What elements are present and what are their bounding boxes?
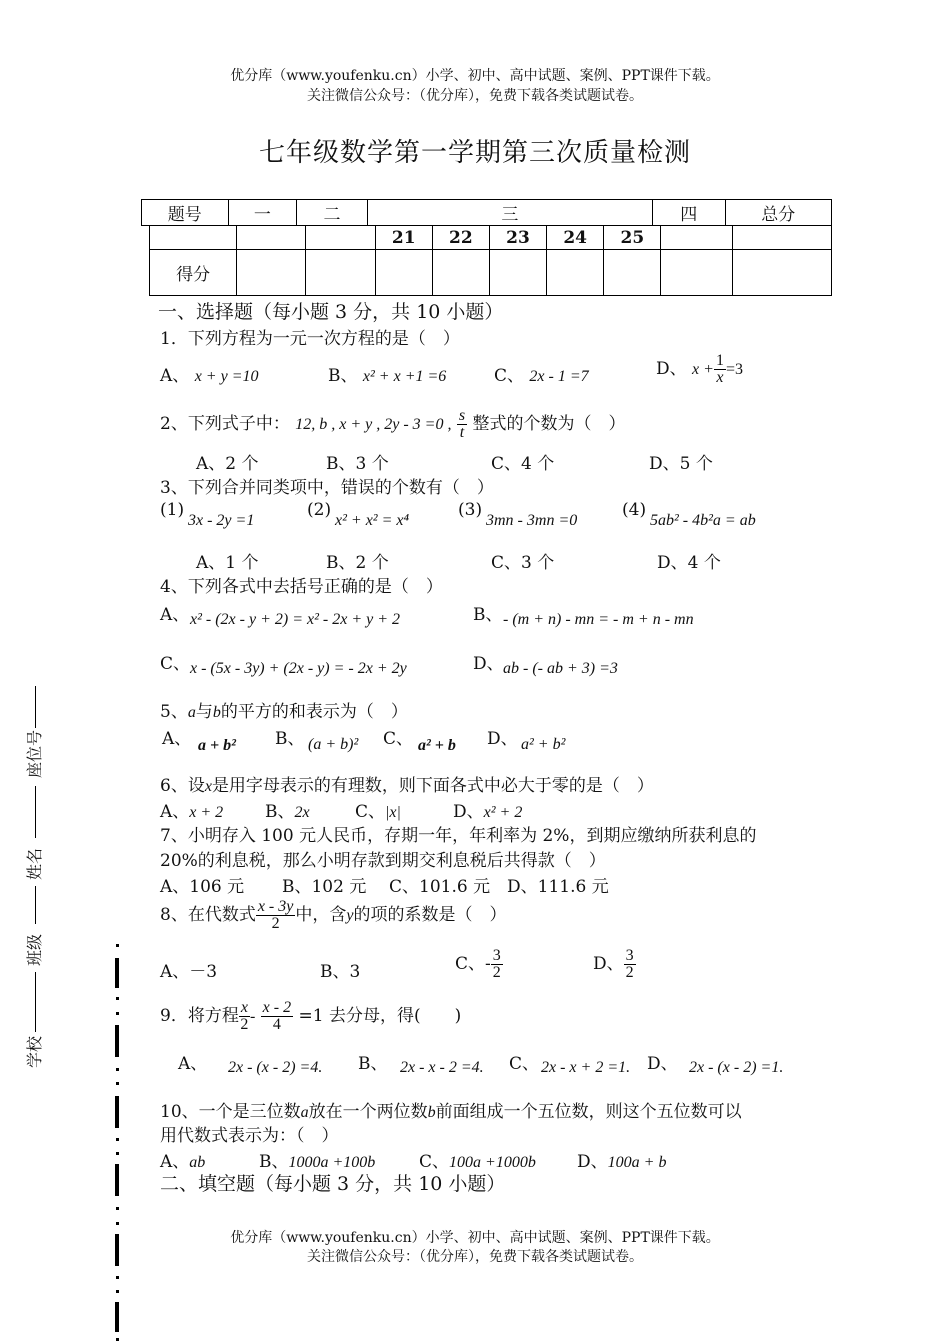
q3-4: (4) (622, 500, 647, 520)
score-input[interactable] (375, 250, 432, 296)
cell-22: 22 (432, 226, 489, 250)
q4-C-label: C、 (160, 654, 191, 674)
score-table-header (141, 199, 832, 226)
q4-B-expr: - (m + n) - mn = - m + n - mn (503, 611, 694, 628)
cell-h4: 四 (652, 200, 725, 226)
q7-A: A、106 元 (160, 877, 245, 897)
q4-A-label: A、 (160, 605, 190, 625)
q5-stem: 5、a与b的平方的和表示为（ ） (160, 702, 408, 722)
score-input[interactable] (661, 250, 732, 296)
name-line[interactable] (35, 786, 36, 838)
header-line-1: 优分库（www.youfenku.cn）小学、初中、高中试题、案例、PPT课件下载。 (230, 68, 720, 84)
cell-blank (732, 226, 831, 250)
q7-D: D、111.6 元 (507, 877, 609, 897)
cell-21: 21 (375, 226, 432, 250)
q2-C: C、4 个 (491, 454, 555, 474)
q1-stem: 1．下列方程为一元一次方程的是（ ） (160, 329, 460, 349)
q9-A-expr: 2x - (x - 2) =4. (228, 1059, 323, 1076)
side-name-label: 姓名 (25, 847, 44, 880)
q9-C-label: C、 (509, 1054, 540, 1074)
q3-A: A、1 个 (196, 553, 259, 573)
q4-D-expr: ab - (- ab + 3) =3 (503, 660, 618, 677)
q1-C: C、 2x - 1 =7 (494, 366, 589, 386)
cell-blank (150, 226, 237, 250)
q8-D: D、 $\frac{3}{2}$ (593, 947, 634, 981)
footer-line-2: 关注微信公众号：（优分库），免费下载各类试题试卷。 (307, 1249, 643, 1265)
q1-D: D、 x + $\frac{1}{x}$ =3 (656, 352, 743, 386)
q2-stem: 2、下列式子中： 12, b , x + y , 2y - 3 =0 , $\frac{s}{t}$ 整式的个数为（ ） (160, 407, 626, 441)
score-input[interactable] (432, 250, 489, 296)
q3-1-expr: 3x - 2y =1 (188, 512, 255, 529)
q10-C: C、100a +1000b (419, 1152, 536, 1172)
q5-B-label: B、 (275, 729, 305, 749)
q9-D-expr: 2x - (x - 2) =1. (689, 1059, 784, 1076)
q7-B: B、102 元 (282, 877, 367, 897)
q6-C: C、|x| (355, 802, 401, 822)
q3-C: C、3 个 (491, 553, 555, 573)
q4-A-expr: x² - (2x - y + 2) = x² - 2x + y + 2 (190, 611, 401, 628)
cell-score-label: 得分 (150, 250, 237, 296)
cell-blank (661, 226, 732, 250)
q4-D-label: D、 (473, 654, 504, 674)
q6-B: B、2x (265, 802, 310, 822)
q8-stem: 8、在代数式 $\frac{x - 3y}{2}$ 中，含y的项的系数是（ ） (160, 898, 507, 932)
cell-23: 23 (489, 226, 546, 250)
q4-B-label: B、 (473, 605, 503, 625)
q9-B-expr: 2x - x - 2 =4. (400, 1059, 484, 1076)
score-input[interactable] (732, 250, 831, 296)
cell-h2: 二 (297, 200, 368, 226)
q8-C: C、- $\frac{3}{2}$ (455, 947, 501, 981)
q8-B: B、3 (320, 962, 361, 982)
cell-tihao: 题号 (142, 200, 229, 226)
class-line[interactable] (35, 886, 36, 924)
page-title: 七年级数学第一学期第三次质量检测 (258, 138, 691, 168)
q5-B-expr: (a + b)² (308, 736, 359, 753)
cell-24: 24 (547, 226, 604, 250)
q10-line2: 用代数式表示为：（ ） (160, 1126, 339, 1146)
q1-A: A、 x + y =10 (160, 366, 259, 386)
q3-4-expr: 5ab² - 4b²a = ab (650, 512, 756, 529)
cell-h3: 三 (367, 200, 652, 226)
q2-A: A、2 个 (196, 454, 259, 474)
q4-C-expr: x - (5x - 3y) + (2x - y) = - 2x + 2y (190, 660, 407, 677)
q3-D: D、4 个 (657, 553, 721, 573)
q9-D-label: D、 (647, 1054, 678, 1074)
score-input[interactable] (604, 250, 661, 296)
q3-3: (3) (458, 500, 483, 520)
score-table-body (149, 225, 832, 296)
score-input[interactable] (237, 250, 306, 296)
q7-C: C、101.6 元 (389, 877, 491, 897)
q8-A: A、－3 (160, 962, 218, 982)
q1-B: B、 x² + x +1 =6 (328, 366, 447, 386)
q3-stem: 3、下列合并同类项中，错误的个数有（ ） (160, 478, 494, 498)
cell-25: 25 (604, 226, 661, 250)
q6-A: A、x + 2 (160, 802, 224, 822)
q10-A: A、ab (160, 1152, 206, 1172)
side-seat-label: 座位号 (25, 729, 44, 778)
cell-total: 总分 (725, 200, 831, 226)
q10-line1: 10、一个是三位数a放在一个两位数b前面组成一个五位数，则这个五位数可以 (160, 1102, 742, 1122)
score-input[interactable] (306, 250, 375, 296)
school-line[interactable] (35, 972, 36, 1032)
cell-h1: 一 (228, 200, 297, 226)
footer-line-1: 优分库（www.youfenku.cn）小学、初中、高中试题、案例、PPT课件下载。 (230, 1230, 720, 1246)
q9-stem: 9．将方程 $\frac{x}{2}$ - $\frac{x - 2}{4}$ =1 去分母，得( ) (160, 999, 462, 1033)
cell-blank (237, 226, 306, 250)
header-line-2: 关注微信公众号：（优分库），免费下载各类试题试卷。 (307, 88, 643, 104)
q7-line2: 20%的利息税，那么小明存款到期交利息税后共得款（ ） (160, 851, 606, 871)
cell-blank (306, 226, 375, 250)
q10-B: B、1000a +100b (259, 1152, 376, 1172)
q7-line1: 7、小明存入 100 元人民币，存期一年，年利率为 2%，到期应缴纳所获利息的 (160, 826, 757, 846)
score-input[interactable] (547, 250, 604, 296)
side-school-label: 学校 (25, 1035, 44, 1068)
q5-A-label: A、 (162, 729, 192, 749)
q3-3-expr: 3mn - 3mn =0 (486, 512, 578, 529)
q3-1: (1) (160, 500, 185, 520)
q5-C-expr: a² + b (418, 737, 456, 754)
q5-A-expr: a + b² (198, 737, 236, 754)
q3-2: (2) (307, 500, 332, 520)
q9-C-expr: 2x - x + 2 =1. (541, 1059, 631, 1076)
q5-C-label: C、 (383, 729, 414, 749)
q3-2-expr: x² + x² = x⁴ (335, 512, 410, 529)
q9-A-label: A、 (178, 1054, 208, 1074)
q2-B: B、3 个 (326, 454, 389, 474)
q10-D: D、100a + b (577, 1152, 667, 1172)
q5-D-expr: a² + b² (521, 736, 566, 753)
q9-B-label: B、 (358, 1054, 388, 1074)
q3-B: B、2 个 (326, 553, 389, 573)
seat-line[interactable] (35, 686, 36, 728)
section1-title: 一、选择题（每小题 3 分，共 10 小题） (158, 301, 504, 323)
q4-stem: 4、下列各式中去括号正确的是（ ） (160, 577, 443, 597)
section2-title: 二、填空题（每小题 3 分，共 10 小题） (160, 1173, 506, 1195)
q5-D-label: D、 (487, 729, 518, 749)
q6-stem: 6、设x是用字母表示的有理数，则下面各式中必大于零的是（ ） (160, 776, 654, 796)
q2-D: D、5 个 (649, 454, 713, 474)
q6-D: D、x² + 2 (453, 802, 523, 822)
side-class-label: 班级 (25, 933, 44, 966)
score-input[interactable] (489, 250, 546, 296)
